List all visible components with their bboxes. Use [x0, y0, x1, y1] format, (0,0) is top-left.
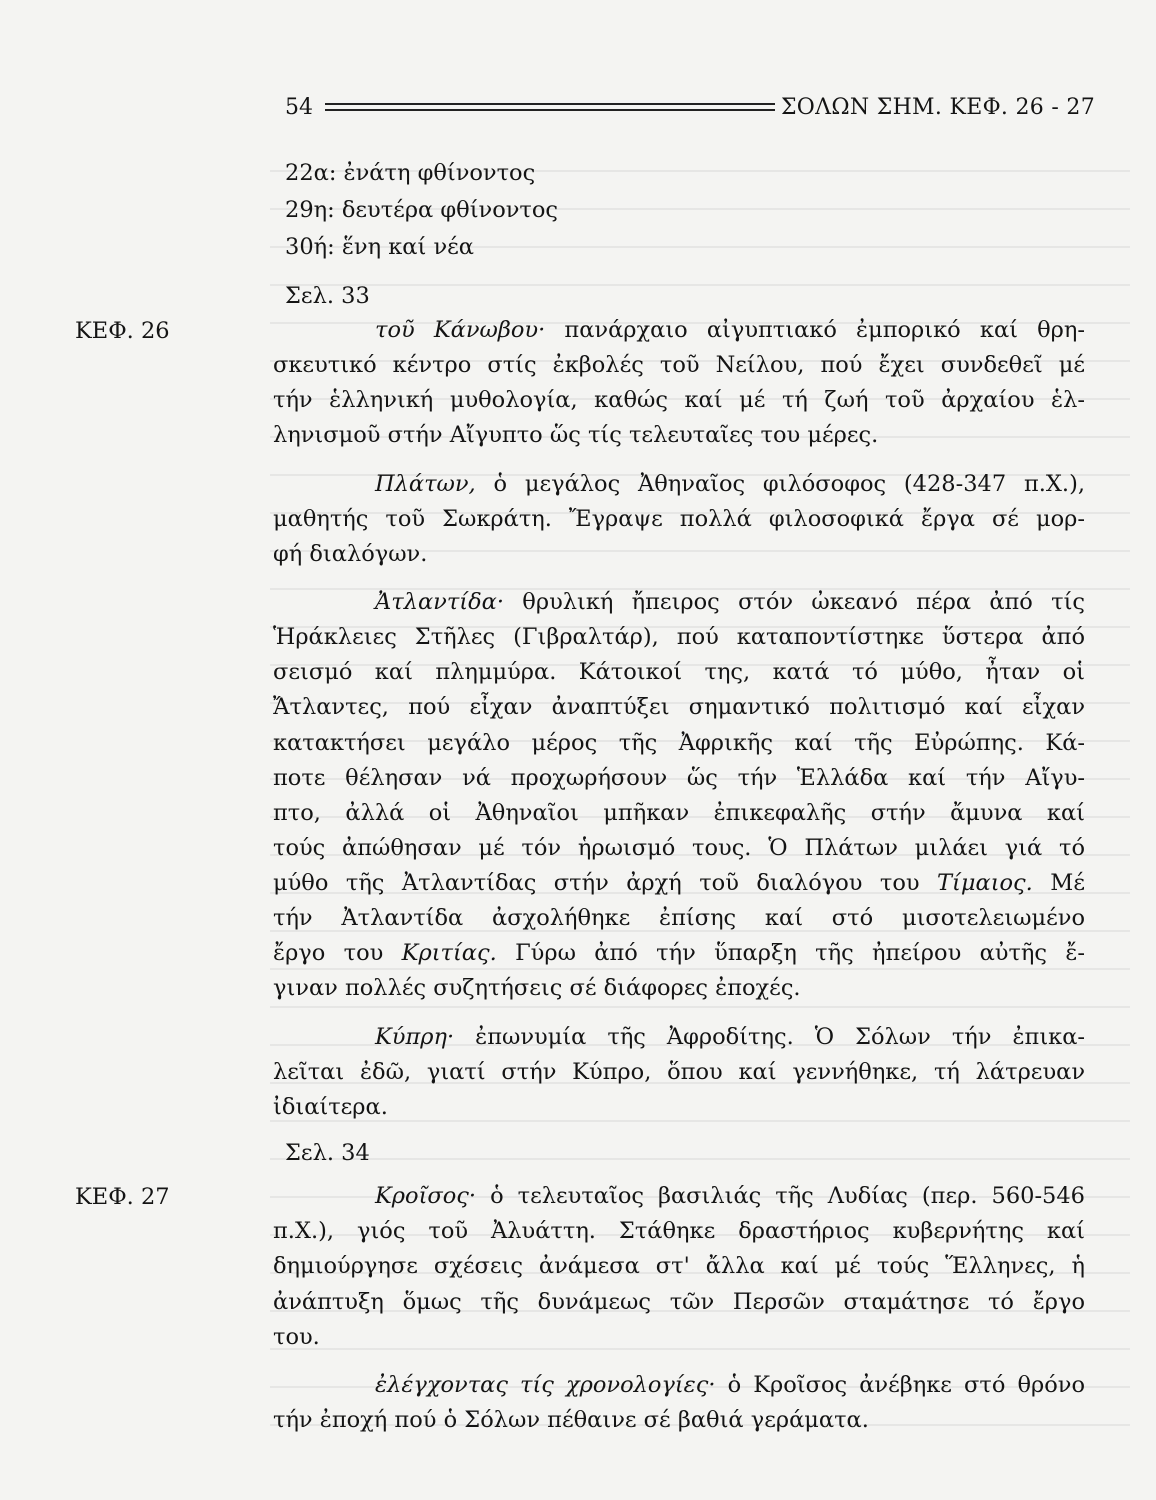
kanobos-term: τοῦ Κάνωβου· — [375, 317, 546, 343]
atlantis-term: Ἀτλαντίδα· — [375, 589, 504, 615]
kroisos-line-3: δημιούργησε σχέσεις ἀνάμεσα στ' ἄλλα καί μέ τούς Ἕλληνες, ἡ — [273, 1253, 1085, 1279]
platon-text-1: ὁ μεγάλος Ἀθηναῖος φιλόσοφος (428-347 π.Χ.), — [493, 471, 1085, 497]
atlantis-line-4: Ἄτλαντες, πού εἶχαν ἀναπτύξει σημαντικό πολιτισμό καί εἶχαν — [273, 694, 1085, 720]
kanobos-text-1: πανάρχαιο αἰγυπτιακό ἐμπορικό καί θρη- — [564, 317, 1085, 343]
kypri-line-2: λεῖται ἐδῶ, γιατί στήν Κύπρο, ὅπου καί γεννήθηκε, τή λάτρευαν — [273, 1059, 1085, 1085]
work-title-timaios: Τίμαιος. — [937, 870, 1033, 896]
atlantis-line-7: πτο, ἀλλά οἱ Ἀθηναῖοι μπῆκαν ἐπικεφαλῆς στήν ἄμυνα καί — [273, 800, 1085, 826]
atlantis-line-5: κατακτήσει μεγάλο μέρος τῆς Ἀφρικῆς καί τῆς Εὐρώπης. Κά- — [273, 730, 1085, 756]
margin-chapter-26: ΚΕΦ. 26 — [75, 318, 170, 344]
kypri-line-3: ἰδιαίτερα. — [273, 1094, 388, 1120]
margin-chapter-27: ΚΕΦ. 27 — [75, 1184, 170, 1210]
elegxontas-term: ἐλέγχοντας τίς χρονολογίες· — [375, 1372, 716, 1398]
kypri-term: Κύπρη· — [375, 1024, 455, 1050]
kroisos-text-1: ὁ τελευταῖος βασιλιάς τῆς Λυδίας (περ. 560-546 — [490, 1183, 1085, 1209]
kanobos-line-2: σκευτικό κέντρο στίς ἐκβολές τοῦ Νείλου, πού ἔχει συνδεθεῖ μέ — [273, 352, 1085, 378]
kanobos-line-4: ληνισμοῦ στήν Αἴγυπτο ὥς τίς τελευταῖες του μέρες. — [273, 422, 879, 448]
header-rule — [325, 103, 775, 111]
atlantis-line-8: τούς ἀπώθησαν μέ τόν ἡρωισμό τους. Ὁ Πλάτων μιλάει γιά τό — [273, 835, 1085, 861]
kanobos-line-3: τήν ἑλληνική μυθολογία, καθώς καί μέ τή ζωή τοῦ ἀρχαίου ἑλ- — [273, 387, 1085, 413]
atlantis-line-2: Ἡράκλειες Στῆλες (Γιβραλτάρ), πού καταποντίστηκε ὕστερα ἀπό — [273, 624, 1085, 650]
kypri-line-1 — [375, 1021, 1085, 1054]
running-header — [285, 92, 1095, 122]
running-title: ΣΟΛΩΝ ΣΗΜ. ΚΕΦ. 26 - 27 — [780, 94, 1095, 120]
kroisos-line-4: ἀνάπτυξη ὅμως τῆς δυνάμεως τῶν Περσῶν σταμάτησε τό ἔργο — [273, 1289, 1085, 1315]
elegxontas-line-2: τήν ἐποχή πού ὁ Σόλων πέθαινε σέ βαθιά γεράματα. — [273, 1407, 869, 1433]
kroisos-line-1 — [375, 1180, 1085, 1213]
elegxontas-line-1 — [375, 1369, 1085, 1402]
kroisos-line-2: π.Χ.), γιός τοῦ Ἀλυάττη. Στάθηκε δραστήριος κυβερνήτης καί — [273, 1218, 1085, 1244]
platon-line-2: μαθητής τοῦ Σωκράτη. Ἔγραψε πολλά φιλοσοφικά ἔργα σέ μορ- — [273, 506, 1085, 532]
kanobos-line-1 — [375, 314, 1085, 347]
section-heading-sel-34: Σελ. 34 — [285, 1140, 370, 1166]
kroisos-term: Κροῖσος· — [375, 1183, 477, 1209]
atlantis-line-9 — [273, 867, 1085, 900]
atlantis-line-6: ποτε θέλησαν νά προχωρήσουν ὥς τήν Ἑλλάδα καί τήν Αἴγυ- — [273, 765, 1085, 791]
date-line-2: 29η: δευτέρα φθίνοντος — [285, 197, 559, 223]
atlantis-line-12: γιναν πολλές συζητήσεις σέ διάφορες ἐποχές. — [273, 975, 801, 1001]
page-number: 54 — [285, 94, 313, 120]
atlantis-text-11c: Γύρω ἀπό τήν ὕπαρξη τῆς ἠπείρου αὐτῆς ἔ- — [496, 940, 1086, 966]
atlantis-text-9c: Μέ — [1032, 870, 1085, 896]
date-line-3: 30ή: ἕνη καί νέα — [285, 234, 474, 260]
platon-term: Πλάτων, — [375, 471, 476, 497]
date-line-1: 22α: ἐνάτη φθίνοντος — [285, 160, 536, 186]
kypri-text-1: ἐπωνυμία τῆς Ἀφροδίτης. Ὁ Σόλων τήν ἐπικα- — [475, 1024, 1085, 1050]
atlantis-line-11 — [273, 937, 1085, 970]
work-title-kritias: Κριτίας. — [401, 940, 497, 966]
section-heading-sel-33: Σελ. 33 — [285, 283, 370, 309]
atlantis-line-1 — [375, 586, 1085, 619]
atlantis-line-3: σεισμό καί πλημμύρα. Κάτοικοί της, κατά τό μύθο, ἦταν οἱ — [273, 659, 1085, 685]
atlantis-line-10: τήν Ἀτλαντίδα ἀσχολήθηκε ἐπίσης καί στό μισοτελειωμένο — [273, 905, 1085, 931]
atlantis-text-11a: ἔργο του — [273, 940, 402, 966]
platon-line-3: φή διαλόγων. — [273, 541, 428, 567]
elegxontas-text-1: ὁ Κροῖσος ἀνέβηκε στό θρόνο — [727, 1372, 1085, 1398]
atlantis-text-1: θρυλική ἤπειρος στόν ὠκεανό πέρα ἀπό τίς — [522, 589, 1086, 615]
platon-line-1 — [375, 468, 1085, 501]
kroisos-line-5: του. — [273, 1324, 320, 1350]
atlantis-text-9a: μύθο τῆς Ἀτλαντίδας στήν ἀρχή τοῦ διαλόγου του — [273, 870, 938, 896]
